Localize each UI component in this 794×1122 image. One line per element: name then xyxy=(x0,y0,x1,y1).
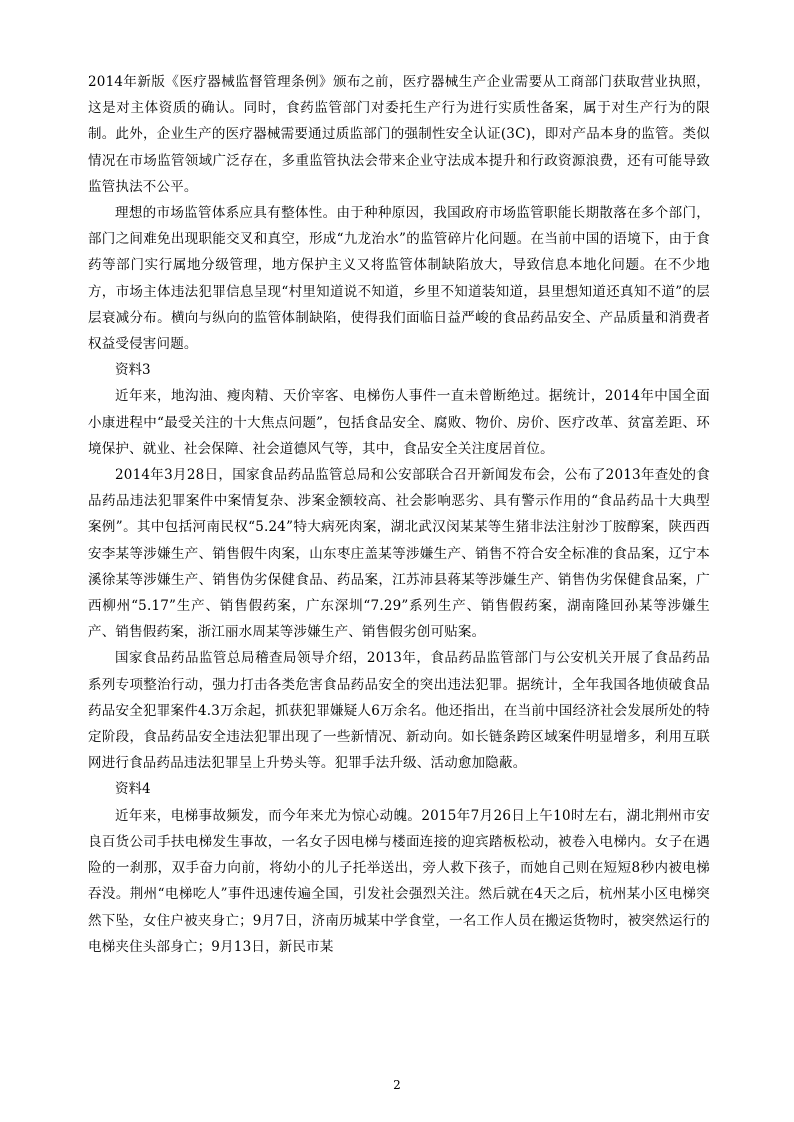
page-number: 2 xyxy=(393,1078,401,1092)
section-heading-material-3: 资料3 xyxy=(115,362,151,379)
section-heading-material-4: 资料4 xyxy=(115,781,151,798)
paragraph-6: 近年来，电梯事故频发，而今年来尤为惊心动魄。2015年7月26日上午10时左右，湖北荆州市安良百货公司手扶电梯发生事故，一名女子因电梯与楼面连接的迎宾踏板松动，被卷入电梯内。女子在遇险的一刹那，双手奋力向前，将幼小的儿子托举送出，旁人救下孩子，而她自己则在短短8秒内被电梯吞没。荆州“电梯吃人”事件迅速传遍全国，引发社会强烈关注。然后就在4天之后，杭州某小区电梯突然下坠，女住户被夹身亡；9月7日，济南历城某中学食堂，一名工作人员在搬运货物时，被突然运行的电梯夹住头部身亡；9月13日，新民市某 xyxy=(88,807,710,955)
paragraph-2: 理想的市场监管体系应具有整体性。由于种种原因，我国政府市场监管职能长期散落在多个部门，部门之间难免出现职能交叉和真空，形成“九龙治水”的监管碎片化问题。在当前中国的语境下，由于食药等部门实行属地分级管理，地方保护主义又将监管体制缺陷放大，导致信息本地化问题。在不少地方，市场主体违法犯罪信息呈现“村里知道说不知道，乡里不知道装知道，县里想知道还真知不道”的层层衰减分布。横向与纵向的监管体制缺陷，使得我们面临日益严峻的食品药品安全、产品质量和消费者权益受侵害问题。 xyxy=(88,205,710,353)
paragraph-5: 国家食品药品监管总局稽查局领导介绍，2013年，食品药品监管部门与公安机关开展了食品药品系列专项整治行动，强力打击各类危害食品药品安全的突出违法犯罪。据统计，全年我国各地侦破食品药品安全犯罪案件4.3万余起，抓获犯罪嫌疑人6万余名。他还指出，在当前中国经济社会发展所处的特定阶段，食品药品安全违法犯罪出现了一些新情况、新动向。如长链条跨区域案件明显增多，利用互联网进行食品药品违法犯罪呈上升势头等。犯罪手法升级、活动愈加隐蔽。 xyxy=(88,650,710,772)
paragraph-1: 2014年新版《医疗器械监督管理条例》颁布之前，医疗器械生产企业需要从工商部门获取营业执照，这是对主体资质的确认。同时，食药监管部门对委托生产行为进行实质性备案，属于对生产行为的限制。此外，企业生产的医疗器械需要通过质监部门的强制性安全认证(3C)，即对产品本身的监管。类似情况在市场监管领域广泛存在，多重监管执法会带来企业守法成本提升和行政资源浪费，还有可能导致监管执法不公平。 xyxy=(88,74,710,195)
document-page xyxy=(88,69,710,960)
paragraph-3: 近年来，地沟油、瘦肉精、天价宰客、电梯伤人事件一直未曾断绝过。据统计，2014年中国全面小康进程中“最受关注的十大焦点问题”，包括食品安全、腐败、物价、房价、医疗改革、贫富差距、环境保护、就业、社会保障、社会道德风气等，其中，食品安全关注度居首位。 xyxy=(88,388,710,457)
paragraph-4: 2014年3月28日，国家食品药品监管总局和公安部联合召开新闻发布会，公布了2013年查处的食品药品违法犯罪案件中案情复杂、涉案金额较高、社会影响恶劣、具有警示作用的“食品药品十大典型案例”。其中包括河南民权“5.24”特大病死肉案，湖北武汉闵某某等生猪非法注射沙丁胺醇案，陕西西安李某等涉嫌生产、销售假牛肉案，山东枣庄盖某等涉嫌生产、销售不符合安全标准的食品案，辽宁本溪徐某等涉嫌生产、销售伪劣保健食品、药品案，江苏沛县蒋某等涉嫌生产、销售伪劣保健食品案，广西柳州“5.17”生产、销售假药案，广东深圳“7.29”系列生产、销售假药案，湖南隆回孙某等涉嫌生产、销售假药案，浙江丽水周某等涉嫌生产、销售假劣创可贴案。 xyxy=(88,467,710,641)
